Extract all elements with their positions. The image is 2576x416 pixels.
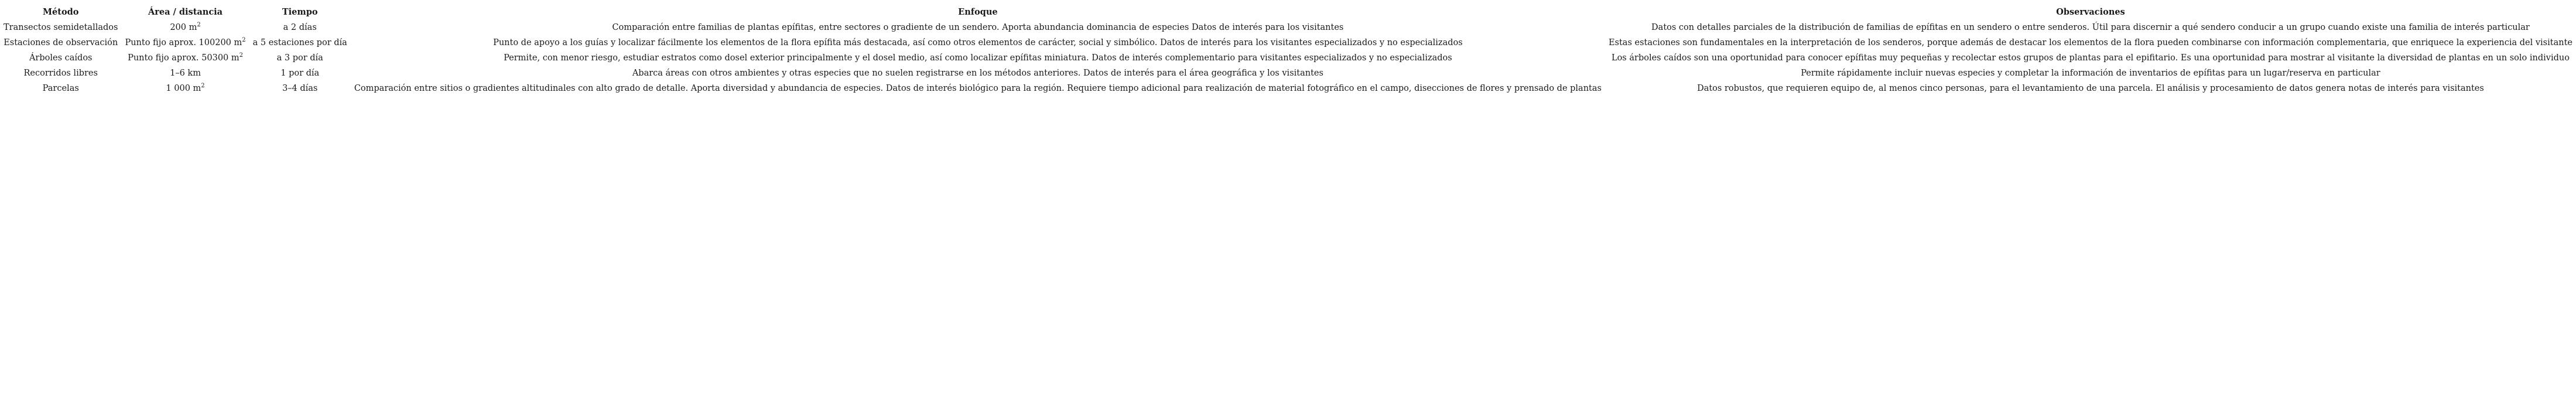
area-value: 1–6 km [170, 69, 201, 78]
cell-observaciones: Datos con detalles parciales de la distribución de familias de epífitas en un sendero o entre senderos. Útil para discernir a qué sendero conducir a un grupo cuando existe una familia de interés particular [1651, 23, 2530, 32]
area-value: Punto fijo aprox. 100200 m [125, 38, 242, 47]
area-unit-exponent: 2 [242, 37, 246, 43]
area-unit-exponent: 2 [239, 52, 244, 59]
cell-metodo: Estaciones de observación [4, 38, 118, 47]
cell-area [121, 81, 249, 96]
table-row [0, 35, 2576, 50]
cell-metodo: Árboles caídos [29, 53, 93, 63]
cell-metodo: Parcelas [42, 84, 79, 93]
area-unit-exponent: 2 [197, 22, 201, 28]
cell-area [121, 50, 249, 66]
cell-area [121, 20, 249, 35]
area-value: 200 m [170, 23, 197, 32]
header-tiempo: Tiempo [282, 7, 318, 17]
cell-observaciones: Permite rápidamente incluir nuevas especies y completar la información de inventarios de epífitas para un lugar/reserva en particular [1801, 69, 2380, 78]
cell-enfoque: Comparación entre sitios o gradientes altitudinales con alto grado de detalle. Aporta diversidad y abundancia de especies. Datos de interés biológico para la región. Requiere tiempo adicional para realización de material fotográfico en el campo, disecciones de flores y prensado de plantas [354, 84, 1602, 93]
header-row [0, 5, 2576, 20]
cell-enfoque: Comparación entre familias de plantas epífitas, entre sectores o gradiente de un sendero. Aporta abundancia dominancia de especies Datos de interés para los visitantes [612, 23, 1344, 32]
header-observaciones: Observaciones [2056, 7, 2125, 17]
cell-area [121, 35, 249, 50]
table-row [0, 66, 2576, 81]
header-area-distancia: Área / distancia [148, 7, 223, 17]
cell-observaciones: Estas estaciones son fundamentales en la interpretación de los senderos, porque además de destacar los elementos de la flora pueden combinarse con información complementaria, que enriquece la experiencia del visitante [1608, 38, 2572, 47]
cell-enfoque: Abarca áreas con otros ambientes y otras especies que no suelen registrarse en los métodos anteriores. Datos de interés para el área geográfica y los visitantes [632, 69, 1323, 78]
cell-tiempo: 1 por día [280, 69, 320, 78]
table-row [0, 81, 2576, 96]
header-metodo: Método [42, 7, 79, 17]
cell-metodo: Transectos semidetallados [4, 23, 118, 32]
cell-enfoque: Permite, con menor riesgo, estudiar estratos como dosel exterior principalmente y el dosel medio, así como localizar epífitas miniatura. Datos de interés complementario para visitantes especializados y no especializados [504, 53, 1452, 63]
table-row [0, 50, 2576, 66]
area-value: Punto fijo aprox. 50300 m [128, 53, 240, 63]
cell-tiempo: a 5 estaciones por día [252, 38, 347, 47]
cell-observaciones: Datos robustos, que requieren equipo de, al menos cinco personas, para el levantamiento de una parcela. El análisis y procesamiento de datos genera notas de interés para visitantes [1697, 84, 2484, 93]
cell-area [121, 66, 249, 81]
cell-enfoque: Punto de apoyo a los guías y localizar fácilmente los elementos de la flora epífita más destacada, así como otros elementos de carácter, social y simbólico. Datos de interés para los visitantes especializados y no especializados [493, 38, 1463, 47]
area-unit-exponent: 2 [201, 83, 205, 89]
cell-metodo: Recorridos libres [23, 69, 98, 78]
cell-observaciones: Los árboles caídos son una oportunidad para conocer epífitas muy pequeñas y recolectar estos grupos de plantas para el epifitario. Es una oportunidad para mostrar al visitante la diversidad de plantas en un solo individuo [1611, 53, 2570, 63]
cell-tiempo: a 2 días [283, 23, 317, 32]
cell-tiempo: 3–4 días [282, 84, 318, 93]
methods-table [0, 5, 2576, 96]
cell-tiempo: a 3 por día [276, 53, 323, 63]
header-enfoque: Enfoque [958, 7, 998, 17]
area-value: 1 000 m [166, 84, 201, 93]
table-row [0, 20, 2576, 35]
